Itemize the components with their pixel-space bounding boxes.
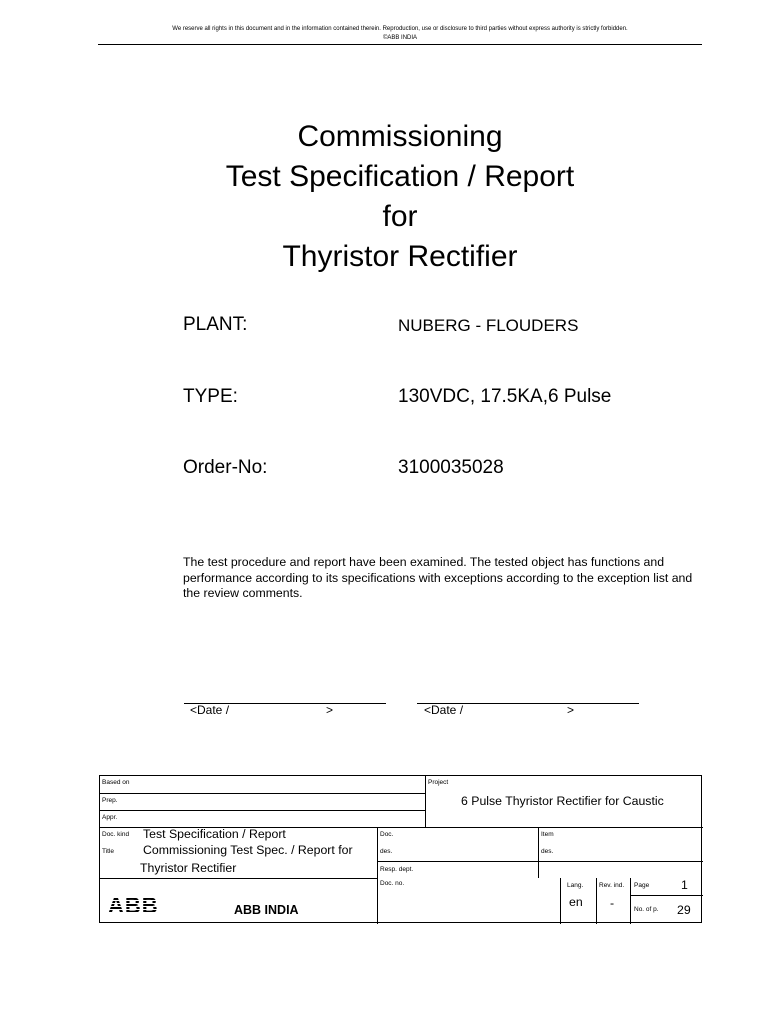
- signature-close-right: >: [567, 703, 575, 717]
- item-des-label: des.: [541, 848, 554, 855]
- signature-close-left: >: [326, 703, 334, 717]
- tb-line: [377, 861, 703, 862]
- title-line-1: Commissioning: [297, 120, 503, 153]
- doc-des-label: des.: [380, 848, 393, 855]
- type-label: TYPE:: [183, 386, 238, 407]
- title-value-line-2: Thyristor Rectifier: [140, 861, 237, 875]
- rev-ind-label: Rev. ind.: [599, 882, 625, 889]
- doc-no-label: Doc. no.: [380, 880, 405, 887]
- doc-kind-label: Doc. kind: [102, 831, 130, 838]
- document-title: [0, 117, 768, 277]
- prep-label: Prep.: [102, 797, 118, 804]
- title-value-line-1: Commissioning Test Spec. / Report for: [143, 843, 353, 857]
- rev-ind-value: -: [610, 896, 615, 910]
- tb-line: [100, 810, 425, 811]
- project-value: 6 Pulse Thyristor Rectifier for Caustic: [461, 794, 664, 808]
- no-of-pages-label: No. of p.: [634, 906, 659, 913]
- tb-line: [560, 878, 561, 924]
- title-line-4: Thyristor Rectifier: [282, 240, 518, 273]
- title-block: [99, 775, 702, 923]
- tb-line: [630, 878, 631, 924]
- lang-label: Lang.: [567, 882, 584, 889]
- tb-line: [630, 895, 703, 896]
- project-label: Project: [428, 779, 449, 786]
- lang-value: en: [569, 895, 583, 909]
- company-name: ABB INDIA: [234, 903, 299, 917]
- doc-label: Doc.: [380, 831, 394, 838]
- resp-dept-label: Resp. dept.: [380, 866, 414, 873]
- order-no-value: 3100035028: [398, 457, 504, 478]
- header-rule: [98, 44, 702, 45]
- copyright-owner: ©ABB INDIA: [382, 35, 418, 41]
- tb-line: [596, 878, 597, 924]
- plant-label: PLANT:: [183, 314, 248, 335]
- type-value: 130VDC, 17.5KA,6 Pulse: [398, 386, 612, 407]
- no-of-pages-value: 29: [677, 903, 691, 917]
- signature-date-left: <Date /: [190, 703, 230, 717]
- title-line-3: for: [382, 200, 418, 233]
- item-label: Item: [541, 831, 554, 838]
- copyright-notice-text: We reserve all rights in this document and in the information contained therein. Reproduction, use or disclosure to third parties without express authority is strictly forbidden.: [172, 26, 628, 32]
- tb-line: [377, 827, 378, 924]
- tb-line: [425, 776, 426, 827]
- tb-line: [100, 793, 425, 794]
- doc-kind-value: Test Specification / Report: [143, 827, 286, 841]
- tb-line: [538, 827, 539, 878]
- plant-value: NUBERG - FLOUDERS: [398, 316, 579, 335]
- examination-statement: The test procedure and report have been examined. The tested object has functions and performance according to its specifications with exceptions according to the exception list and the review comments.: [183, 555, 693, 600]
- copyright-notice: [98, 25, 702, 43]
- title-label: Title: [102, 848, 115, 855]
- page-label: Page: [634, 882, 650, 889]
- appr-label: Appr.: [102, 814, 118, 821]
- order-no-label: Order-No:: [183, 457, 268, 478]
- tb-line: [100, 878, 377, 879]
- page-value: 1: [681, 878, 688, 892]
- based-on-label: Based on: [102, 779, 130, 786]
- title-line-2: Test Specification / Report: [225, 160, 575, 193]
- signature-date-right: <Date /: [424, 703, 464, 717]
- abb-logo: ABB: [108, 893, 159, 918]
